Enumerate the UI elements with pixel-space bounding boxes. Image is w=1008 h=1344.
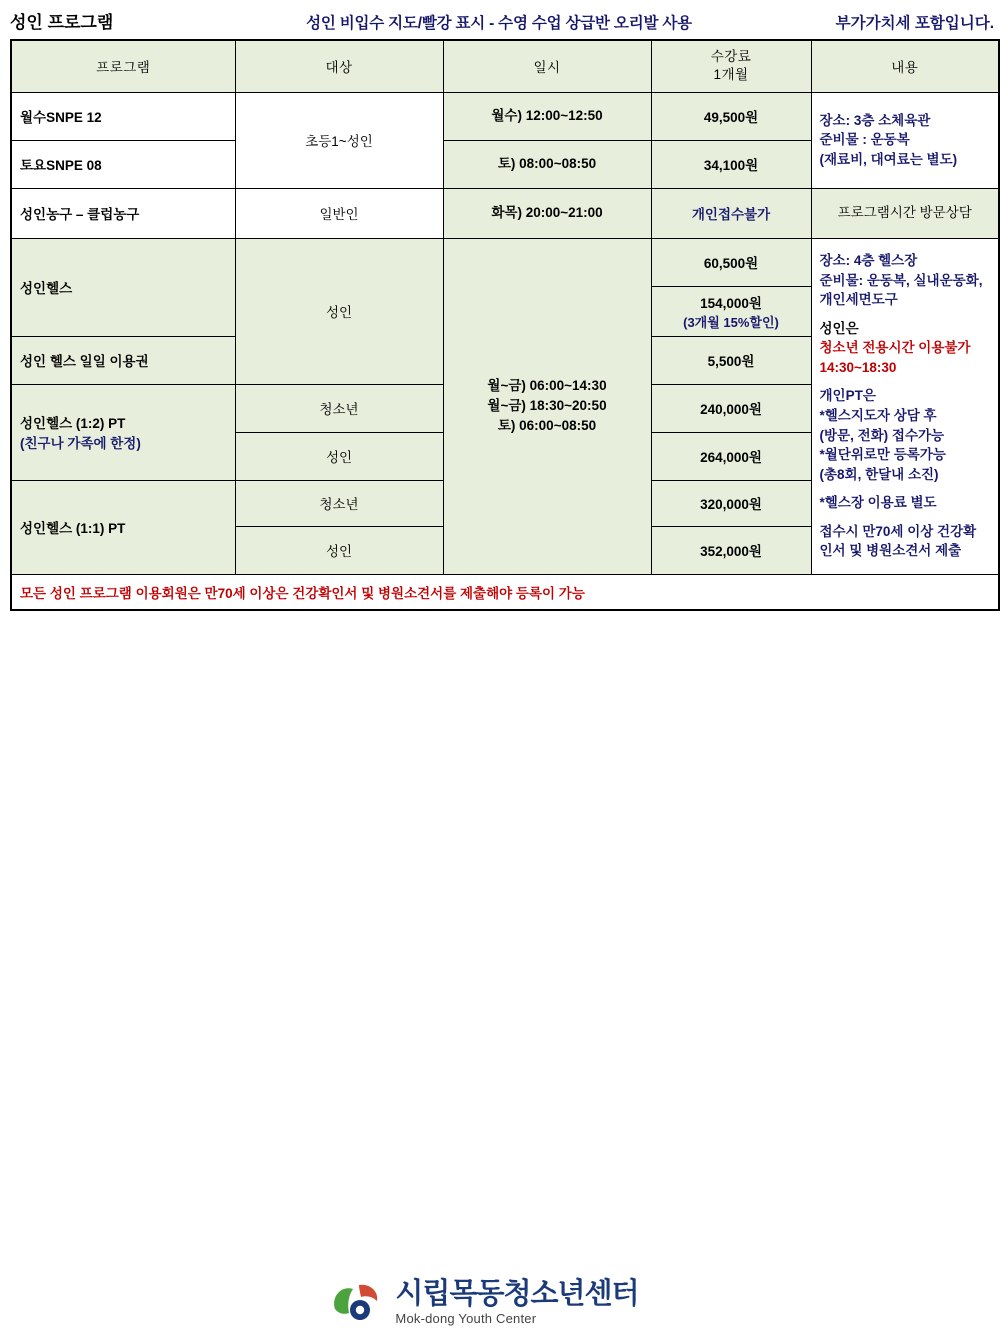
cell-program: 성인헬스 (1:1) PT (11, 480, 235, 574)
table-row (11, 188, 999, 238)
logo-text (395, 1279, 638, 1326)
content-items: 준비물 : 운동복 (819, 132, 910, 148)
pricing-table (10, 39, 1000, 611)
cell-fee: 240,000원 (651, 384, 811, 432)
cell-fee-text: 154,000원 (700, 295, 762, 311)
cell-fee (651, 286, 811, 336)
cell-program-sub: (친구나 가족에 한정) (20, 436, 141, 451)
logo-mark-icon (329, 1279, 383, 1325)
cell-content: 프로그램시간 방문상담 (811, 188, 999, 238)
header-note-highlight: 빨강 표시 - 수영 수업 (421, 15, 562, 32)
content-pt-title: 개인PT은 (819, 388, 876, 404)
cell-fee: 264,000원 (651, 432, 811, 480)
header-note-prefix: 성인 비입수 지도/ (306, 15, 422, 32)
content-pt-line3: *월단위로만 등록가능 (819, 447, 946, 463)
cell-schedule: 월수) 12:00~12:50 (443, 92, 651, 140)
header-row (11, 40, 999, 92)
header-note-suffix: 상급반 오리발 사용 (561, 15, 692, 32)
schedule-line2: 월~금) 18:30~20:50 (487, 397, 607, 413)
cell-target: 청소년 (235, 480, 443, 526)
cell-program: 성인농구 – 클럽농구 (11, 188, 235, 238)
content-pt-line5: *헬스장 이용료 별도 (819, 495, 937, 511)
cell-content (811, 92, 999, 188)
header-note (234, 11, 764, 33)
cell-program: 월수SNPE 12 (11, 92, 235, 140)
content-extra: (재료비, 대여료는 별도) (819, 151, 958, 167)
schedule-line1: 월~금) 06:00~14:30 (487, 377, 607, 393)
cell-schedule: 토) 08:00~08:50 (443, 140, 651, 188)
page-title: 성인 프로그램 (10, 13, 114, 32)
column-header-fee-line1: 수강료 (710, 49, 752, 65)
cell-target: 초등1~성인 (235, 92, 443, 188)
table-body (11, 92, 999, 610)
cell-program: 토요SNPE 08 (11, 140, 235, 188)
cell-program: 성인 헬스 일일 이용권 (11, 336, 235, 384)
cell-program: 성인헬스 (11, 238, 235, 336)
column-header-schedule: 일시 (443, 40, 651, 92)
cell-fee: 320,000원 (651, 480, 811, 526)
schedule-line3: 토) 06:00~08:50 (497, 418, 597, 434)
content-age-line1: 접수시 만70세 이상 건강확 (819, 523, 977, 539)
column-header-fee-line2: 1개월 (713, 67, 749, 83)
cell-fee: 352,000원 (651, 526, 811, 574)
content-place: 장소: 4층 헬스장 (819, 253, 918, 269)
content-age-line2: 인서 및 병원소견서 제출 (819, 543, 962, 559)
vat-note: 부가가치세 포함입니다. (835, 15, 994, 32)
footer (0, 1279, 1008, 1326)
cell-schedule (443, 238, 651, 574)
cell-target: 청소년 (235, 384, 443, 432)
cell-fee-text: 개인접수불가 (691, 207, 771, 222)
content-gap-1 (820, 310, 991, 319)
content-teen-limit: 청소년 전용시간 이용불가 (819, 340, 971, 356)
content-items2: 개인세면도구 (819, 292, 898, 308)
content-teen-time: 14:30~18:30 (819, 359, 897, 375)
table-header (11, 40, 999, 92)
cell-target: 성인 (235, 432, 443, 480)
cell-content (811, 238, 999, 574)
content-pt-line2: (방문, 전화) 접수가능 (819, 427, 945, 443)
content-gap-2 (820, 377, 991, 386)
cell-target: 성인 (235, 526, 443, 574)
cell-fee (651, 188, 811, 238)
cell-target: 성인 (235, 238, 443, 384)
cell-fee: 49,500원 (651, 92, 811, 140)
cell-fee-sub: (3개월 15%할인) (683, 314, 779, 330)
footer-note: 모든 성인 프로그램 이용회원은 만70세 이상은 건강확인서 및 병원소견서를 제출해야 등록이 가능 (11, 574, 999, 610)
table-row (11, 238, 999, 286)
cell-fee: 34,100원 (651, 140, 811, 188)
content-pt-line1: *헬스지도자 상담 후 (819, 408, 937, 423)
cell-fee: 5,500원 (651, 336, 811, 384)
content-gap-4 (820, 513, 991, 522)
page-header (0, 0, 1008, 39)
content-items: 준비물: 운동복, 실내운동화, (819, 272, 983, 288)
content-adult-label: 성인은 (819, 320, 859, 336)
content-gap-3 (820, 484, 991, 493)
logo (329, 1279, 678, 1326)
logo-name-ko: 시립목동청소년센터 (395, 1277, 639, 1310)
table-row (11, 92, 999, 140)
column-header-target: 대상 (235, 40, 443, 92)
content-place: 장소: 3층 소체육관 (819, 112, 931, 128)
column-header-fee (651, 40, 811, 92)
content-pt-line4: (총8회, 한달내 소진) (819, 466, 939, 482)
cell-schedule: 화목) 20:00~21:00 (443, 188, 651, 238)
cell-fee: 60,500원 (651, 238, 811, 286)
column-header-content: 내용 (811, 40, 999, 92)
table-footer-row (11, 574, 999, 610)
cell-program (11, 384, 235, 480)
cell-target: 일반인 (235, 188, 443, 238)
logo-name-en: Mok-dong Youth Center (395, 1311, 537, 1326)
column-header-program: 프로그램 (11, 40, 235, 92)
cell-program-main: 성인헬스 (1:2) PT (20, 416, 126, 431)
